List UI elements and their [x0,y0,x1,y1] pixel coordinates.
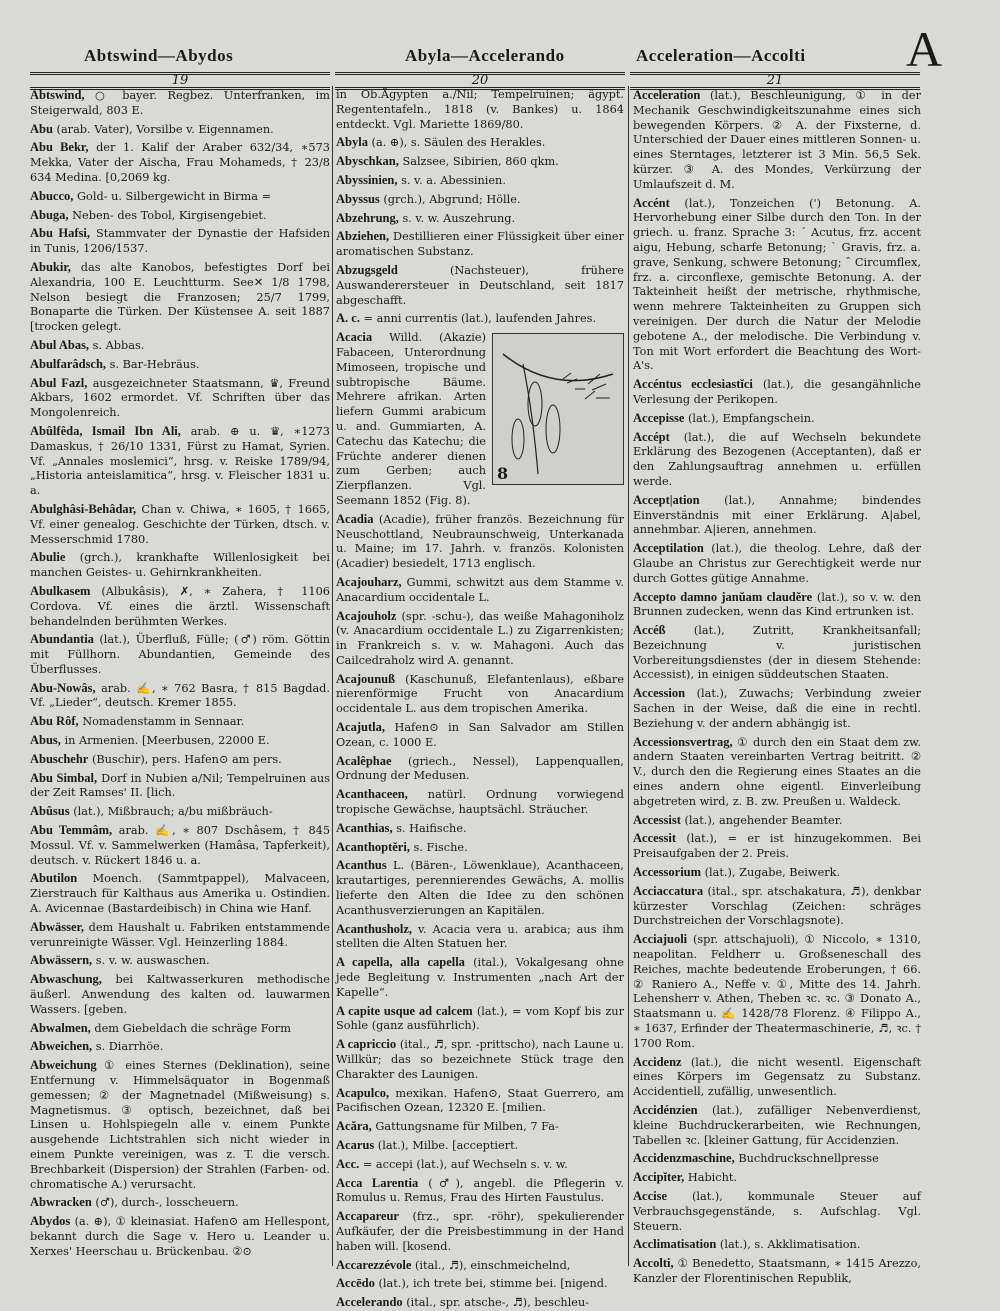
entry-text: s. Bar-Hebräus. [109,357,200,371]
entry-text: = accepi (lat.), auf Wechseln s. v. w. [362,1157,568,1171]
entry-headword: Abwracken [30,1195,92,1210]
entry-headword: Abulghâsi-Behâdar, [30,501,137,516]
entry-text: Buchdruckschnellpresse [738,1152,879,1166]
dictionary-entry [336,211,624,227]
entry-text: (frz., spr. -röhr), spekulierender Aufkäufer, der die Preisbestimmung in der Hand haben will. [kosend. [336,1210,625,1253]
entry-text: (Acadie), früher französ. Bezeichnung für Neuschottland, Neubraunschweig, Unterkanada u. Maine; im 17. Jahrh. v. französ. Kolonisten (Acadier) besiedelt, 1713 englisch. [336,512,624,571]
entry-headword: Acclimatisation [633,1237,717,1252]
entry-text: Gummi, schwitzt aus dem Stamme v. Anacardium occidentale L. [336,575,624,604]
entry-text: (lat.), Überfluß, Fülle; (♂) röm. Göttin mit Füllhorn. Abundantien, Gemeinde des Überflusses. [30,633,330,676]
entry-text: s. v. w. Auszehrung. [402,211,516,225]
entry-text: das alte Kanobos, befestigtes Dorf bei Alexandria, 100 E. Leuchtturm. See✕ 1/8 1798, Nelson besiegt die Franzosen; 25/7 1799, Bonaparte die Türken. Der Küstensee A. seit 1887 [trocken gelegt. [30,260,330,334]
entry-headword: Acăra, [336,1119,372,1134]
dictionary-entry [336,821,624,837]
dictionary-entry [30,584,330,629]
dictionary-entry [30,972,330,1017]
entry-headword: Accidénzien [633,1103,698,1117]
entry-headword: Abyssus [336,191,380,206]
entry-text: Gattungsname für Milben, 7 Fa- [375,1120,559,1134]
dictionary-entry [30,823,330,868]
dictionary-entry [336,173,624,189]
entry-text: (lat.), angehender Beamter. [684,813,843,827]
entry-text: natürl. Ordnung vorwiegend tropische Gewächse, hauptsächl. Sträucher. [336,788,624,817]
dictionary-entry [336,922,624,953]
running-head-left: Abtswind—Abydos [84,46,234,65]
dictionary-entry [30,260,330,335]
entry-text: (Albukâsis), ✗, ∗ Zahera, † 1106 Cordova. Vf. eines die ärztl. Wissenschaft behandelnden berühmten Werkes. [30,584,330,628]
section-letter: A [906,21,943,77]
entry-headword: Acajutla, [336,720,385,735]
entry-headword: Acanthaceen, [336,787,408,802]
entry-text: (lat.), die gesangähnliche Verlesung der Perikopen. [633,378,921,406]
entry-text: arab. ✍, ∗ 762 Basra, † 815 Bagdad. Vf. „Lieder“, deutsch. Kremer 1855. [30,681,331,710]
entry-headword: Accēdo [336,1276,375,1291]
entry-text: Habicht. [687,1171,738,1185]
entry-headword: Abul Fazl, [30,375,88,390]
dictionary-entry [633,1103,921,1148]
dictionary-entry [30,733,330,749]
entry-headword: Abûlfêda, Ismail Ibn Ali, [30,423,181,438]
entry-text: dem Haushalt u. Fabriken entstammende verunreinigte Wässer. Vgl. Heinzerling 1884. [30,920,330,949]
dictionary-entry [633,1256,921,1287]
dictionary-entry [30,226,330,257]
entry-headword: Accepto damno janŭam claudĕre [633,589,813,604]
entry-headword: Abweichung [30,1058,97,1073]
entry-headword: Acceptilation [633,541,704,556]
entry-text: (lat.), zufälliger Nebenverdienst, kleine Buchdruckerarbeiten, wie Rechnungen, Tabellen ꝛc. [kleiner Gattung, für Accidenzien. [633,1104,921,1147]
entry-text: (lat.), Tonzeichen (') Betonung. A. Hervorhebung einer Silbe durch den Ton. In der griech. u. franz. Sprache 3: ´ Acutus, frz. accent aigu, Hebung, scharfe Betonung; ` Gravis, frz. a. grave, Senkung, schwere Betonung; ˆ Circumflex, frz. a. circonflexe, gemischte Betonung. A. der Takteinheit heißt der metrische, rhythmische, wenn mehrere Takteinheiten zu Gruppen sich vereinigen. Der durch die Natur der Melodie gebotene A., der melodische. Die Verbindung v. Ton mit Wort erfordert die Beachtung des Wort-A's. [633,196,921,373]
dictionary-entry [633,1170,921,1186]
dictionary-entry [336,135,624,151]
entry-headword: Acajounuß [336,671,396,686]
entry-text: (lat.), Zuwachs; Verbindung zweier Sachen in der Weise, daß die eine in rechtl. Beziehung v. der andern abhängig ist. [633,687,922,730]
dictionary-entry [336,1295,624,1311]
entry-text: (spr. attschajuoli), ① Niccolo, ∗ 1310, neapolitan. Feldherr u. Großseneschall des Reiches, machte bedeutende Eroberungen, † 66. ② Raniero A., Neffe v. ①, Mitte des 14. Jahrh. Lehensherr v. Athen, Theben ꝛc. ꝛc. ③ Donato A., Staatsmann u. ✍ 1428/78 Florenz. ④ Filippo A., ∗ 1637, Erfinder der Theatermaschinerie, ♬, ꝛc. † 1700 Rom. [633,933,922,1050]
entry-text: (grch.), krankhafte Willenlosigkeit bei manchen Geistes- u. Gehirnkrankheiten. [30,551,331,580]
dictionary-entry [336,1209,624,1254]
entry-text: mexikan. Hafen⊙, Staat Guerrero, am Pacifischen Ozean, 12320 E. [milien. [336,1086,625,1115]
column-3 [633,88,922,1285]
entry-text: ○ bayer. Regbez. Unterfranken, im Steigerwald, 803 E. [30,89,331,117]
entry-headword: A. c. [336,311,360,326]
entry-headword: Accipĭter, [633,1170,685,1185]
entry-headword: Abtswind, [30,88,85,102]
entry-headword: A capella, alla capella [336,955,465,970]
dictionary-entry [336,858,624,918]
entry-text: (a. ⊕), ① kleinasiat. Hafen⊙ am Hellespont, bekannt durch die Sage v. Hero u. Leander u. Xerxes' Heerschau u. Brückenbau. ②⊙ [30,1215,330,1258]
dictionary-entry [633,884,921,929]
entry-text: (♂), durch-, losscheuern. [95,1196,239,1210]
entry-headword: Acajouholz [336,608,397,623]
entry-text: (lat.), s. Akklimatisation. [719,1238,861,1252]
entry-headword: Acacia [336,330,373,345]
dictionary-entry [30,1214,330,1259]
entry-headword: Accéß [633,623,666,638]
dictionary-entry [30,376,330,421]
acacia-illustration [492,333,624,485]
entry-headword: Abyschkan, [336,154,399,169]
entry-text: in Ob.Ägypten a./Nil; Tempelruinen; ägypt. Regententafeln., 1818 (v. Bankes) u. 1864 entdeckt. Vgl. Mariette 1869/80. [336,88,624,131]
dictionary-entry [633,196,921,375]
dictionary-entry [30,424,330,499]
dictionary-entry [30,1058,330,1192]
entry-text: (♂), angebl. die Pflegerin v. Romulus u. Remus, Frau des Hirten Faustulus. [336,1176,625,1205]
entry-text: (lat.), Annahme; bindendes Einverständnis mit einer Erklärung. A|abel, annehmbar. A|ieren, annehmen. [633,493,921,537]
dictionary-entry [30,140,330,185]
entry-headword: Abu Rôf, [30,714,79,729]
dictionary-entry [336,720,624,751]
running-head-middle: Abyla—Accelerando [405,46,565,65]
entry-headword: Accessit [633,831,677,846]
dictionary-entry [30,1021,330,1037]
dictionary-entry [633,735,921,810]
dictionary-entry [336,88,624,132]
entry-headword: Accessorium [633,865,702,880]
entry-text: (a. ⊕), s. Säulen des Herakles. [371,136,546,150]
entry-headword: Abu Hafsi, [30,226,91,241]
dictionary-entry [30,88,330,119]
column-rule [628,86,629,1266]
entry-text: = anni currentis (lat.), laufenden Jahres. [363,312,597,326]
dictionary-entry [633,1189,921,1234]
entry-text: (lat.), Empfangschein. [687,411,815,425]
entry-text: Destillieren einer Flüssigkeit über einer aromatischen Substanz. [336,230,624,259]
entry-text: s. v. w. auswaschen. [95,954,210,968]
dictionary-entry [30,752,330,768]
entry-text: Willd. (Akazie) Fabaceen, Unterordnung Mimoseen, tropische und subtropische Bäume. Mehrere afrikan. Arten liefern Gummi arabicum u. and. Gummiarten, A. Catechu das Katechu; die Früchte anderer dienen zum Gerben; auch Zierpflanzen. Vgl. Seemann 1852 (Fig. 8). [336,331,486,507]
dictionary-entry [30,804,330,820]
dictionary-entry [30,502,330,547]
entry-headword: Abu [30,121,53,136]
dictionary-entry [336,575,624,606]
entry-text: (ital., spr. atsche-, ♬), beschleu- [406,1296,590,1310]
entry-headword: Abu Bekr, [30,140,89,155]
dictionary-entry [633,430,921,490]
running-head-right: Acceleration—Accolti [636,46,806,65]
entry-headword: Acanthus [336,858,387,873]
entry-headword: Acarus [336,1138,375,1152]
entry-headword: Abyla [336,135,368,150]
dictionary-entry [30,771,330,802]
entry-text: L. (Bären-, Löwenklaue), Acanthaceen, krautartiges, perennierendes Gewächs, A. mollis lieferte den Alten die Idee zu den schönen Acanthusverzierungen an Kapitälen. [336,859,625,917]
entry-text: ① Benedetto, Staatsmann, ∗ 1415 Arezzo, Kanzler der Florentinischen Republik, [633,1257,921,1285]
entry-headword: Abwalmen, [30,1020,91,1035]
entry-headword: Abuga, [30,207,69,222]
entry-headword: Abydos [30,1214,71,1229]
dictionary-entry [336,154,624,170]
acacia-drawing [493,334,623,484]
entry-headword: Acanthoptĕri, [336,839,410,854]
entry-headword: Abziehen, [336,229,390,244]
entry-headword: Abweichen, [30,1039,93,1054]
entry-text: (lat.), die auf Wechseln bekundete Erklärung des Bezogenen (Acceptanten), daß er den Zahlungsauftrag annehmen u. erfüllen werde. [633,430,922,488]
dictionary-entry [336,1258,624,1274]
entry-text: bei Kaltwasserkuren methodische äußerl. Anwendung des kalten od. lauwarmen Wassers. [geben. [30,973,330,1016]
dictionary-entry [30,357,330,373]
entry-headword: Accept|ation [633,492,700,507]
dictionary-entry [633,590,921,621]
dictionary-entry [30,632,330,677]
figure-number: 8 [497,464,509,484]
entry-headword: Abundantia [30,632,94,647]
entry-headword: Accént [633,195,670,210]
entry-text: Gold- u. Silbergewicht in Birma = [77,189,272,203]
entry-text: (lat.), ich trete bei, stimme bei. [nigend. [378,1277,608,1291]
entry-headword: Accelerando [336,1295,403,1310]
entry-headword: Abutilon [30,871,78,886]
dictionary-entry [336,840,624,856]
entry-text: s. Haifische. [396,821,467,835]
dictionary-entry [633,541,921,586]
dictionary-entry [30,338,330,354]
entry-text: (lat.), die nicht wesentl. Eigenschaft eines Körpers im Gegensatz zu Substanz. Accidentiell, zufällig, unwesentlich. [633,1055,922,1099]
entry-headword: Acanthias, [336,820,393,835]
entry-text: s. Fische. [413,840,468,854]
entry-text: Salzsee, Sibirien, 860 qkm. [402,155,559,169]
entry-headword: Abzugsgeld [336,262,398,277]
dictionary-entry [336,1119,624,1135]
entry-text: ① durch den ein Staat dem zw. andern Staaten vereinbarten Vertrag beitritt. ② V., durch den die Regierung eines Staates an die eines andern ohne eigentl. Einverleibung abgetreten wird, z. B. zw. Preußen u. Waldeck. [633,735,922,808]
page-number-21: 21 [630,72,920,90]
dictionary-entry [633,1151,921,1167]
entry-headword: Acc. [336,1156,360,1171]
dictionary-entry [30,550,330,581]
entry-headword: Accapareur [336,1209,399,1224]
dictionary-entry [30,208,330,224]
entry-text: s. Diarrhöe. [95,1040,164,1054]
entry-headword: Abucco, [30,188,74,203]
dictionary-entry [30,714,330,730]
entry-text: Nomadenstamm in Sennaar. [82,715,245,729]
dictionary-entry [336,1176,624,1207]
entry-text: s. v. a. Abessinien. [401,173,506,187]
entry-headword: Abulkasem [30,583,91,598]
entry-text: (ital.), Vokalgesang ohne jede Begleitung v. Instrumenten „nach Art der Kapelle“. [336,956,624,999]
entry-headword: Accolti, [633,1256,674,1271]
entry-headword: Acanthusholz, [336,921,413,936]
dictionary-entry [336,609,624,669]
page-number-19: 19 [30,72,330,90]
entry-headword: A capriccio [336,1037,397,1052]
entry-headword: Acalêphae [336,753,392,768]
dictionary-entry [336,1037,624,1082]
entry-text: Moench. (Sammtpappel), Malvaceen, Zierstrauch für Kalthaus aus Amerika u. Ostindien. A. Avicennae (Bastardeibisch) in China wie Hanf. [30,872,331,916]
dictionary-entry [633,623,921,683]
entry-headword: Abwässer, [30,919,85,934]
entry-headword: Acapulco, [336,1085,390,1100]
entry-headword: Acadia [336,511,374,526]
entry-text: v. Acacia vera u. arabica; aus ihm stellten die Alten Statuen her. [336,922,624,951]
dictionary-entry [336,672,624,717]
dictionary-entry [633,377,921,408]
dictionary-entry [633,493,921,538]
entry-headword: Abuschehr [30,751,89,766]
column-2 [336,88,625,1310]
entry-headword: Acajouharz, [336,574,402,589]
entry-text: in Armenien. [Meerbusen, 22000 E. [64,734,270,748]
entry-text: (lat.), Beschleunigung, ① in der Mechanik Geschwindigkeitszunahme eines sich bewegenden Körpers. ② A. der Fixsterne, d. Unterschied der Dauer eines mittleren Sonnen- u. eines Sterntages, letzterer ist 3 Min. 56,5 Sek. kürzer. ③ A. des Mondes, Verkürzung der Umlaufszeit d. M. [633,89,922,191]
entry-headword: Accidenzmaschine, [633,1151,735,1166]
dictionary-entry [30,681,330,712]
entry-text: arab. ⊕ u. ♛, ∗1273 Damaskus, † 26/10 1331, Fürst zu Hamat, Syrien. Vf. „Annales moslemici“, hrsg. v. Reiske 1789/94, „Historia anteislamitica“, hrsg. v. Fleischer 1831 u. a. [30,424,330,498]
dictionary-entry [336,787,624,818]
entry-text: Neben- des Tobol, Kirgisengebiet. [72,208,267,222]
dictionary-entry [336,1138,624,1154]
entry-text: (lat.), = vom Kopf bis zur Sohle (ganz ausführlich). [336,1004,624,1033]
entry-text: (spr. -schu-), das weiße Mahagoniholz (v. Anacardium occidentale L.) zu Zigarrenkisten; in Frankreich s. v. w. Mahagoni. Auch das Cailcedraholz wird A. genannt. [336,609,625,667]
entry-headword: Accarezzévole [336,1257,412,1272]
entry-headword: Acciaccatura [633,883,704,898]
entry-text: (lat.), Mißbrauch; a/bu mißbräuch- [73,805,273,819]
entry-text: s. Abbas. [92,338,145,352]
entry-text: (Buschir), pers. Hafen⊙ am pers. [91,752,282,766]
dictionary-entry [336,512,624,572]
dictionary-entry [633,831,921,862]
entry-text: Hafen⊙ in San Salvador am Stillen Ozean, c. 1000 E. [336,721,625,749]
dictionary-entry [30,920,330,951]
entry-text: arab. ✍, ∗ 807 Dschâsem, † 845 Mossul. Vf. v. Sammelwerken (Hamâsa, Tapferkeit), deutsch. v. Rückert 1846 u. a. [30,824,331,867]
dictionary-entry [633,932,921,1051]
dictionary-entry [30,871,330,916]
dictionary-entry [336,1157,624,1173]
dictionary-entry [633,686,921,731]
dictionary-entry [336,263,624,308]
dictionary-entry [336,311,624,327]
entry-headword: Acca Larentia [336,1175,419,1190]
dictionary-entry [30,1195,330,1211]
entry-text: (ital., ♬, spr. -prittscho), nach Laune u. Willkür; das so bezeichnete Stück trage den Charakter des Launigen. [336,1038,624,1081]
entry-headword: Abu Temmâm, [30,823,113,838]
entry-headword: Abu Simbal, [30,770,98,785]
entry-text: Stammvater der Dynastie der Hafsiden in Tunis, 1206/1537. [30,227,331,256]
dictionary-entry [633,88,921,193]
entry-headword: Accessionsvertrag, [633,734,733,749]
entry-headword: Abu-Nowâs, [30,680,96,695]
entry-text: Chan v. Chiwa, ∗ 1605, † 1665, Vf. einer genealog. Geschichte der Türken, dtsch. v. Messerschmid 1780. [30,502,330,546]
entry-text: (lat.), so v. w. den Brunnen zudecken, wenn das Kind ertrunken ist. [633,590,921,619]
entry-text: ① eines Sternes (Deklination), seine Entfernung v. Himmelsäquator in Bogenmaß gemessen; ② der Magnetnadel (Mißweisung) s. Magnetismus. ③ optisch, bezeichnet, daß bei Linsen u. Hohlspiegeln alle v. einem Punkte ausgehende Lichtstrahlen sich nicht wieder in einem Punkte vereinigen, was z. T. die versch. Brechbarkeit (Dispersion) der Strahlen (Farben- od. chromatische A.) verursacht. [30,1059,330,1191]
entry-headword: A capite usque ad calcem [336,1003,473,1018]
dictionary-entry [30,1039,330,1055]
entry-headword: Accessist [633,812,681,827]
entry-headword: Abul Abas, [30,337,90,352]
entry-text: Dorf in Nubien a/Nil; Tempelruinen aus der Zeit Ramses' II. [lich. [30,771,330,800]
dictionary-entry [336,1004,624,1035]
entry-text: (lat.), = er ist hinzugekommen. Bei Preisaufgaben der 2. Preis. [633,832,922,861]
entry-headword: Accépt [633,429,670,444]
dictionary-entry [336,1276,624,1292]
dictionary-entry [633,813,921,829]
dictionary-entry [336,192,624,208]
dictionary-entry [336,1086,624,1117]
entry-text: (lat.), Zugabe, Beiwerk. [704,866,841,880]
entry-headword: Abwaschung, [30,972,102,987]
entry-headword: Abulie [30,550,66,565]
dictionary-entry [30,122,330,138]
entry-text: (arab. Vater), Vorsilbe v. Eigennamen. [56,122,274,136]
entry-headword: Abwässern, [30,953,93,968]
entry-text: (lat.), kommunale Steuer auf Verbrauchsgegenstände, s. Aufschlag. Vgl. Steuern. [633,1189,921,1233]
entry-text: (ital., ♬), einschmeichelnd, [415,1258,571,1272]
entry-headword: Abulfarâdsch, [30,356,107,371]
dictionary-entry [336,229,624,260]
dictionary-entry [633,1055,921,1100]
entry-text: (ital., spr. atschakatura, ♬), denkbar kürzester Vorschlag (Zeichen: schräges Durchstreichen der Vorschlagsnote). [633,884,922,928]
entry-headword: Abzehrung, [336,210,399,225]
entry-headword: Accepisse [633,410,685,425]
entry-headword: Accéntus ecclesiastĭci [633,377,753,392]
dictionary-entry [336,754,624,785]
entry-headword: Abus, [30,733,61,748]
entry-text: der 1. Kalif der Araber 632/34, ∗573 Mekka, Vater der Aischa, Frau Mohameds, † 23/8 634 Medina. [0,2069 kg. [30,141,330,184]
entry-text: (lat.), Milbe. [acceptiert. [377,1139,519,1152]
dictionary-entry [30,189,330,205]
entry-headword: Abukir, [30,259,71,274]
entry-text: dem Giebeldach die schräge Form [94,1021,291,1035]
entry-headword: Acceleration [633,88,701,102]
entry-headword: Accession [633,686,686,701]
entry-text: (grch.), Abgrund; Hölle. [383,192,521,206]
entry-text: (Kaschunuß, Elefantenlaus), eßbare nierenförmige Frucht von Anacardium occidentale L. aus dem tropischen Amerika. [336,672,625,716]
column-1 [30,88,330,1273]
entry-text: (lat.), die theolog. Lehre, daß der Glaube an Christus zur Gerechtigkeit werde nur durch Gottes gütige Annahme. [633,542,921,585]
page-number-20: 20 [335,72,625,90]
entry-text: (griech., Nessel), Lappenquallen, Ordnung der Medusen. [336,754,624,783]
dictionary-entry [336,955,624,1000]
entry-text: (Nachsteuer), frühere Auswanderersteuer in Deutschland, seit 1817 abgeschafft. [336,263,624,307]
entry-headword: Abûsus [30,804,70,819]
dictionary-entry [633,865,921,881]
dictionary-entry [633,411,921,427]
dictionary-entry [633,1237,921,1253]
entry-headword: Accidenz [633,1054,682,1069]
entry-text: (lat.), Zutritt, Krankheitsanfall; Bezeichnung v. juristischen Vorbereitungsdienstes (der in diesem Stehende: Accessist), in einigen süddeutschen Staaten. [633,624,922,682]
entry-headword: Accise [633,1188,668,1203]
entry-headword: Abyssinien, [336,172,398,187]
entry-text: ausgezeichneter Staatsmann, ♛, Freund Akbars, 1602 ermordet. Vf. Schriften über das Mongolenreich. [30,376,331,420]
dictionary-entry [336,330,624,509]
entry-headword: Acciajuoli [633,932,688,947]
dictionary-entry [30,953,330,969]
column-rule [332,86,333,1266]
